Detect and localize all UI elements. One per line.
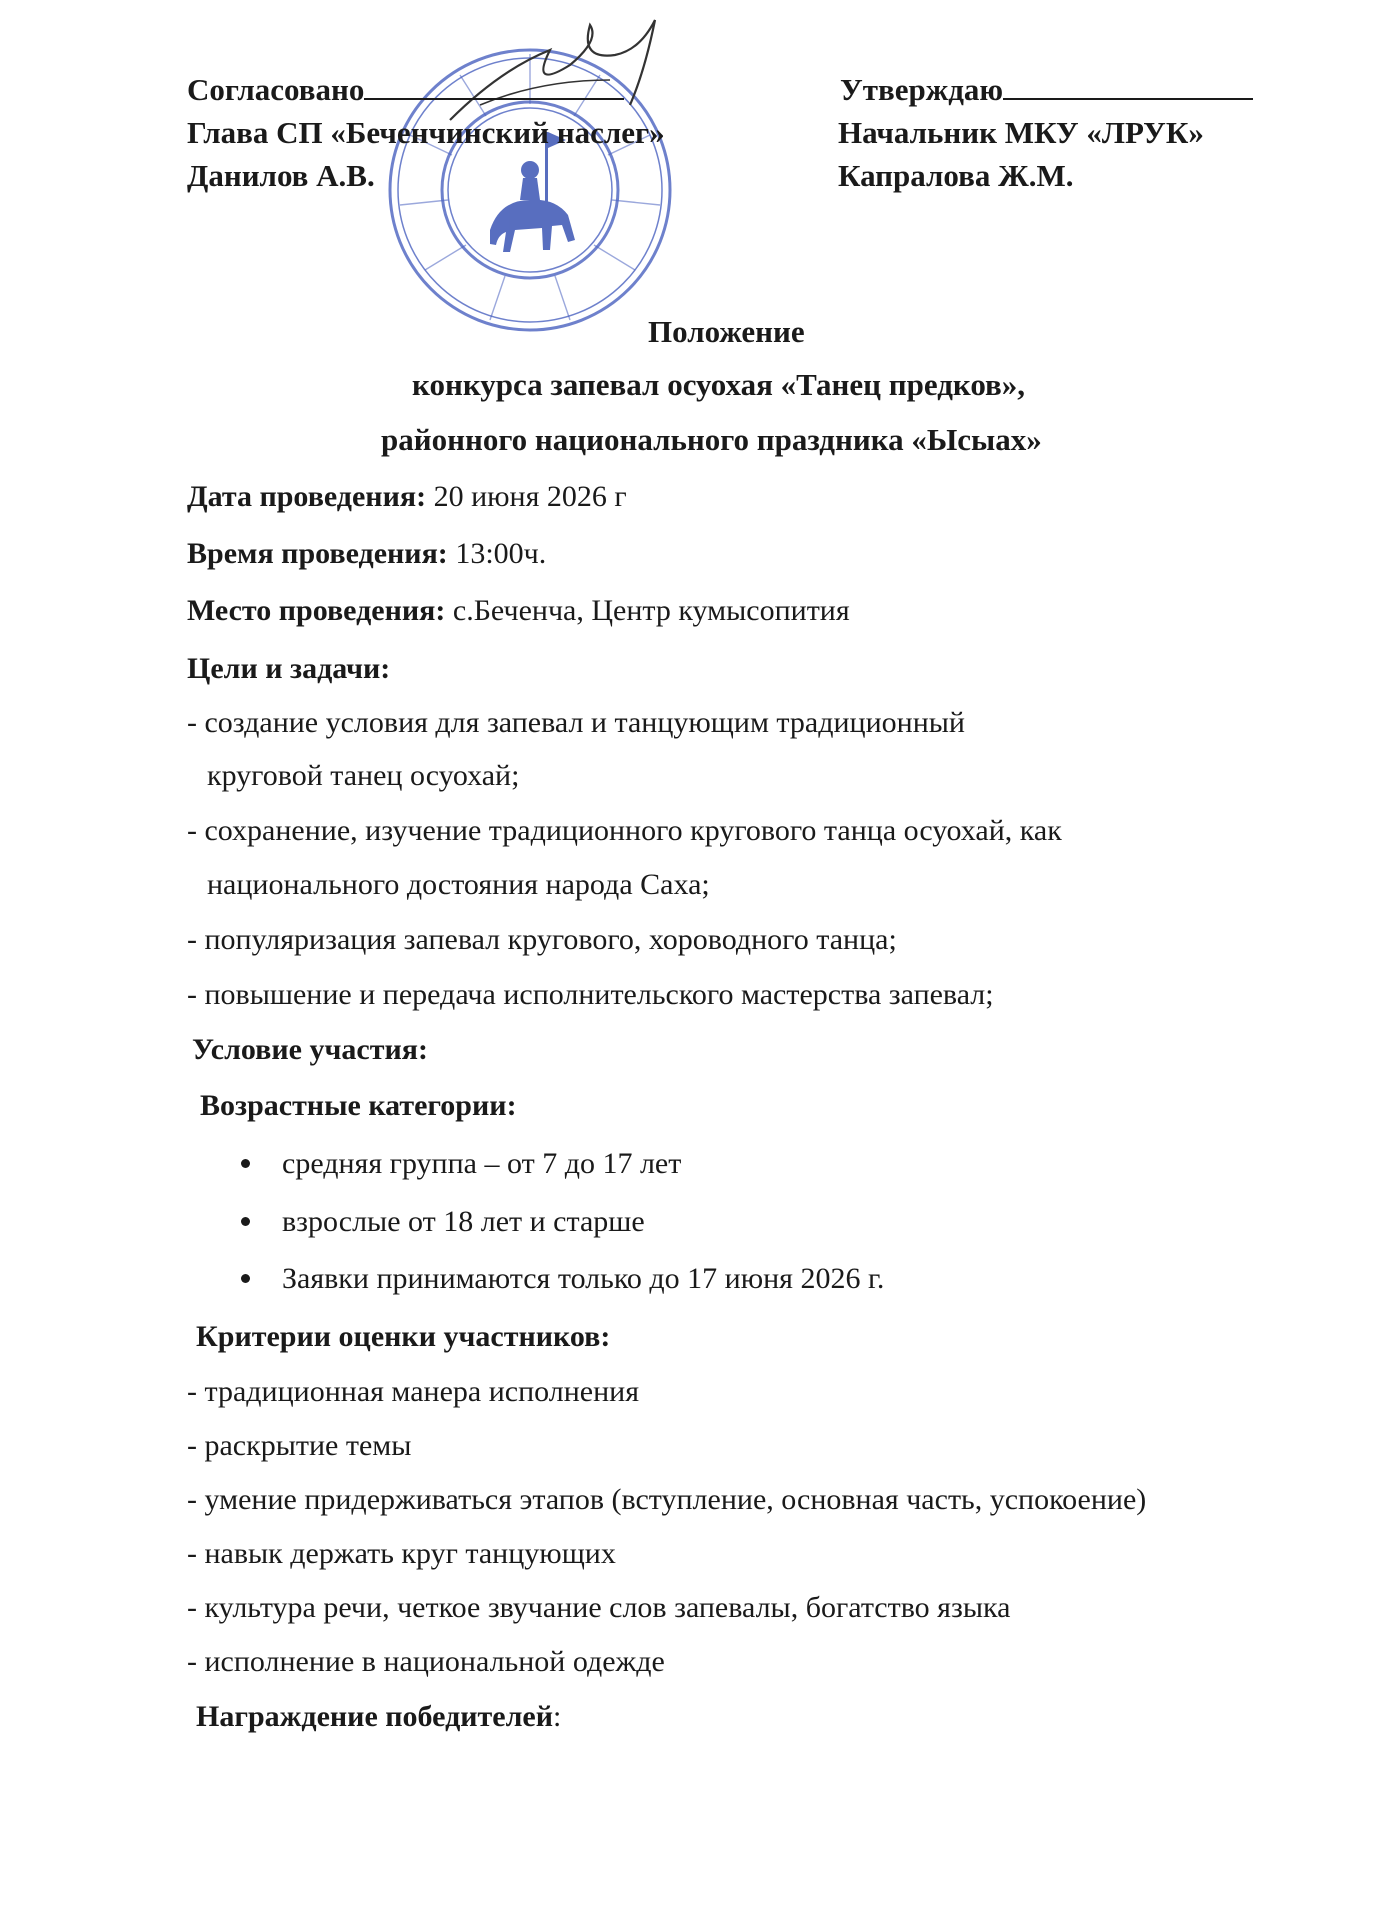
event-date: Дата проведения: 20 июня 2026 г <box>187 480 627 513</box>
bullet-item: средняя группа – от 7 до 17 лет <box>241 1145 681 1183</box>
participation-heading: Условие участия: <box>192 1033 428 1066</box>
bullet-item: взрослые от 18 лет и старше <box>241 1203 645 1241</box>
approval-right-label: Утверждаю <box>840 72 1004 107</box>
signature-line-right <box>1003 70 1253 100</box>
goals-item: круговой танец осуохай; <box>207 759 520 792</box>
goals-item: - популяризация запевал кругового, хороводного танца; <box>187 923 897 956</box>
bullet-icon <box>241 1274 250 1283</box>
criteria-heading: Критерии оценки участников: <box>196 1320 611 1353</box>
document-subtitle-2: районного национального праздника «Ысыах» <box>381 422 1042 457</box>
goals-item: - сохранение, изучение традиционного кругового танца осуохай, как <box>187 814 1062 847</box>
approval-left-label: Согласовано <box>187 72 365 107</box>
approval-right-line1 <box>840 70 1253 110</box>
approval-right-position: Начальник МКУ «ЛРУК» <box>838 115 1204 150</box>
criteria-item: - культура речи, четкое звучание слов запевалы, богатство языка <box>187 1591 1011 1624</box>
approval-left-position: Глава СП «Беченчинский наслег» <box>187 115 665 150</box>
document-title: Положение <box>648 314 805 349</box>
criteria-item: - навык держать круг танцующих <box>187 1537 616 1570</box>
approval-left-line1 <box>187 70 624 110</box>
criteria-item: - умение придерживаться этапов (вступление, основная часть, успокоение) <box>187 1483 1147 1516</box>
bullet-icon <box>241 1217 250 1226</box>
event-time: Время проведения: 13:00ч. <box>187 537 547 570</box>
signature-line-left <box>364 70 624 100</box>
goals-item: - создание условия для запевал и танцующим традиционный <box>187 706 965 739</box>
bullet-item: Заявки принимаются только до 17 июня 2026 г. <box>241 1260 884 1298</box>
goals-heading: Цели и задачи: <box>187 652 391 685</box>
approval-left-name: Данилов А.В. <box>187 158 375 193</box>
criteria-item: - традиционная манера исполнения <box>187 1375 639 1408</box>
goals-item: национального достояния народа Саха; <box>207 868 710 901</box>
criteria-item: - раскрытие темы <box>187 1429 412 1462</box>
bullet-icon <box>241 1159 250 1168</box>
document-subtitle-1: конкурса запевал осуохая «Танец предков», <box>412 367 1026 402</box>
age-categories-heading: Возрастные категории: <box>200 1089 517 1122</box>
awards-heading: Награждение победителей: <box>196 1700 562 1733</box>
approval-right-name: Капралова Ж.М. <box>838 158 1074 193</box>
criteria-item: - исполнение в национальной одежде <box>187 1645 665 1678</box>
goals-item: - повышение и передача исполнительского мастерства запевал; <box>187 978 994 1011</box>
event-place: Место проведения: с.Беченча, Центр кумысопития <box>187 594 850 627</box>
